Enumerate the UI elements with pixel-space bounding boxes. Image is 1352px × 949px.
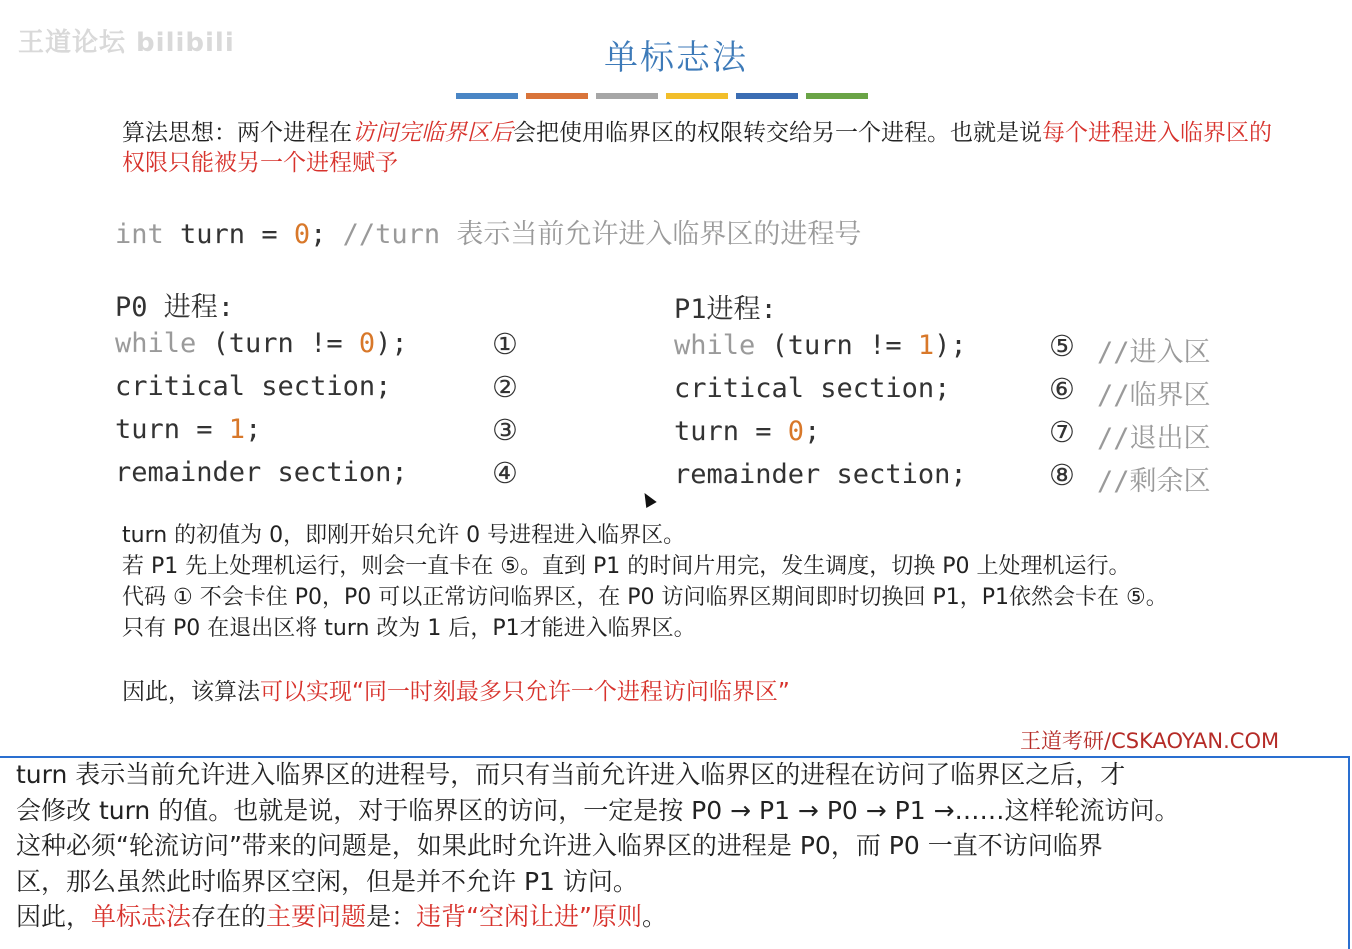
note-line-2: 会修改 turn 的值。也就是说，对于临界区的访问，一定是按 P0 → P1 → P0 → P1 →……这样轮流访问。 bbox=[16, 795, 1180, 825]
p0-l3-b: ; bbox=[245, 414, 262, 445]
p1-comment-entry: //进入区 bbox=[1097, 337, 1211, 368]
p1-comment-remainder: //剩余区 bbox=[1097, 466, 1211, 497]
p0-while-keyword: while bbox=[115, 328, 197, 359]
decl-mid: turn = bbox=[163, 219, 294, 250]
p0-l3-a: turn = bbox=[115, 414, 229, 445]
color-segment-2 bbox=[526, 93, 588, 99]
color-bar bbox=[456, 93, 868, 99]
p0-line-2: critical section; bbox=[115, 371, 392, 402]
p0-line-4: remainder section; bbox=[115, 457, 408, 488]
p1-l1-num: 1 bbox=[917, 330, 935, 361]
color-segment-1 bbox=[456, 93, 518, 99]
p1-mark-7: ⑦ bbox=[1049, 415, 1075, 449]
explain-line-2: 若 P1 先上处理机运行，则会一直卡在 ⑤。直到 P1 的时间片用完，发生调度，切换 P0 上处理机运行。 bbox=[122, 554, 1131, 579]
explain-line-3: 代码 ① 不会卡住 P0，P0 可以正常访问临界区，在 P0 访问临界区期间即时切换回 P1，P1依然会卡在 ⑤。 bbox=[122, 585, 1168, 610]
idea-text-2: 会把使用临界区的权限转交给另一个进程。也就是说 bbox=[513, 120, 1042, 146]
algorithm-idea bbox=[122, 118, 1282, 178]
p1-line-4: remainder section; bbox=[674, 459, 967, 490]
p1-mark-5: ⑤ bbox=[1049, 329, 1075, 363]
p0-l1-num: 0 bbox=[358, 328, 376, 359]
note-line-1: turn 表示当前允许进入临界区的进程号，而只有当前允许进入临界区的进程在访问了临界区之后，才 bbox=[16, 760, 1126, 789]
note-last-a: 因此， bbox=[16, 902, 92, 931]
p0-mark-2: ② bbox=[492, 370, 518, 404]
note-last-d: 主要问题 bbox=[266, 902, 367, 931]
conclusion-text: 因此，该算法 bbox=[122, 679, 260, 705]
color-segment-4 bbox=[666, 93, 728, 99]
note-last-f: 违背“空闲让进”原则 bbox=[416, 902, 642, 931]
p1-mark-6: ⑥ bbox=[1049, 372, 1075, 406]
brand-label: 王道考研/CSKAOYAN.COM bbox=[1020, 729, 1280, 753]
idea-highlight-2: 每个进程进入临界区的权限只能被另一个进程赋予 bbox=[122, 120, 1272, 176]
color-segment-6 bbox=[806, 93, 868, 99]
note-last-c: 存在的 bbox=[191, 902, 267, 931]
p1-l3-b: ; bbox=[804, 416, 821, 447]
explanation bbox=[122, 520, 1322, 644]
p0-l3-num: 1 bbox=[228, 414, 246, 445]
explain-line-1: turn 的初值为 0，即刚开始只允许 0 号进程进入临界区。 bbox=[122, 523, 686, 548]
decl-comment: //turn 表示当前允许进入临界区的进程号 bbox=[326, 219, 862, 250]
mouse-cursor-icon bbox=[639, 490, 656, 508]
p1-l1-b: ); bbox=[934, 330, 967, 361]
conclusion-highlight: 可以实现“同一时刻最多只允许一个进程访问临界区” bbox=[260, 679, 790, 705]
decl-end: ; bbox=[310, 219, 327, 250]
note-last-e: 是： bbox=[366, 902, 417, 931]
p0-mark-3: ③ bbox=[492, 413, 518, 447]
note-line-3: 这种必须“轮流访问”带来的问题是，如果此时允许进入临界区的进程是 P0，而 P0 一直不访问临界 bbox=[16, 831, 1103, 860]
slide-title: 单标志法 bbox=[604, 38, 748, 78]
watermark: 王道论坛 bilibili bbox=[18, 28, 235, 58]
p0-mark-1: ① bbox=[492, 327, 518, 361]
p1-while-keyword: while bbox=[674, 330, 756, 361]
color-segment-3 bbox=[596, 93, 658, 99]
turn-declaration bbox=[115, 212, 861, 251]
p1-l3-num: 0 bbox=[787, 416, 805, 447]
color-segment-5 bbox=[736, 93, 798, 99]
decl-number: 0 bbox=[293, 219, 311, 250]
p1-line-2: critical section; bbox=[674, 373, 951, 404]
conclusion bbox=[122, 673, 790, 706]
note-last-g: 。 bbox=[641, 902, 667, 931]
p1-comment-critical: //临界区 bbox=[1097, 380, 1211, 411]
p1-mark-8: ⑧ bbox=[1049, 458, 1075, 492]
p0-line-1 bbox=[115, 328, 408, 359]
p0-heading: P0 进程: bbox=[115, 292, 235, 323]
p0-l1-a: (turn != bbox=[196, 328, 359, 359]
note-line-5 bbox=[16, 899, 1336, 935]
p0-line-3 bbox=[115, 414, 261, 445]
p1-comment-exit: //退出区 bbox=[1097, 423, 1211, 454]
p1-line-3 bbox=[674, 416, 820, 447]
note-line-4: 区，那么虽然此时临界区空闲，但是并不允许 P1 访问。 bbox=[16, 866, 638, 896]
decl-keyword: int bbox=[115, 219, 164, 250]
idea-highlight-1: 访问完临界区后 bbox=[352, 120, 513, 146]
idea-text-1: 算法思想：两个进程在 bbox=[122, 120, 352, 146]
p1-l1-a: (turn != bbox=[755, 330, 918, 361]
p1-l3-a: turn = bbox=[674, 416, 788, 447]
p1-line-1 bbox=[674, 330, 967, 361]
note-text bbox=[16, 757, 1336, 935]
p0-mark-4: ④ bbox=[492, 456, 518, 490]
note-last-b: 单标志法 bbox=[91, 902, 192, 931]
explain-line-4: 只有 P0 在退出区将 turn 改为 1 后，P1才能进入临界区。 bbox=[122, 616, 696, 641]
p0-l1-b: ); bbox=[375, 328, 408, 359]
p1-heading: P1进程: bbox=[674, 294, 777, 325]
